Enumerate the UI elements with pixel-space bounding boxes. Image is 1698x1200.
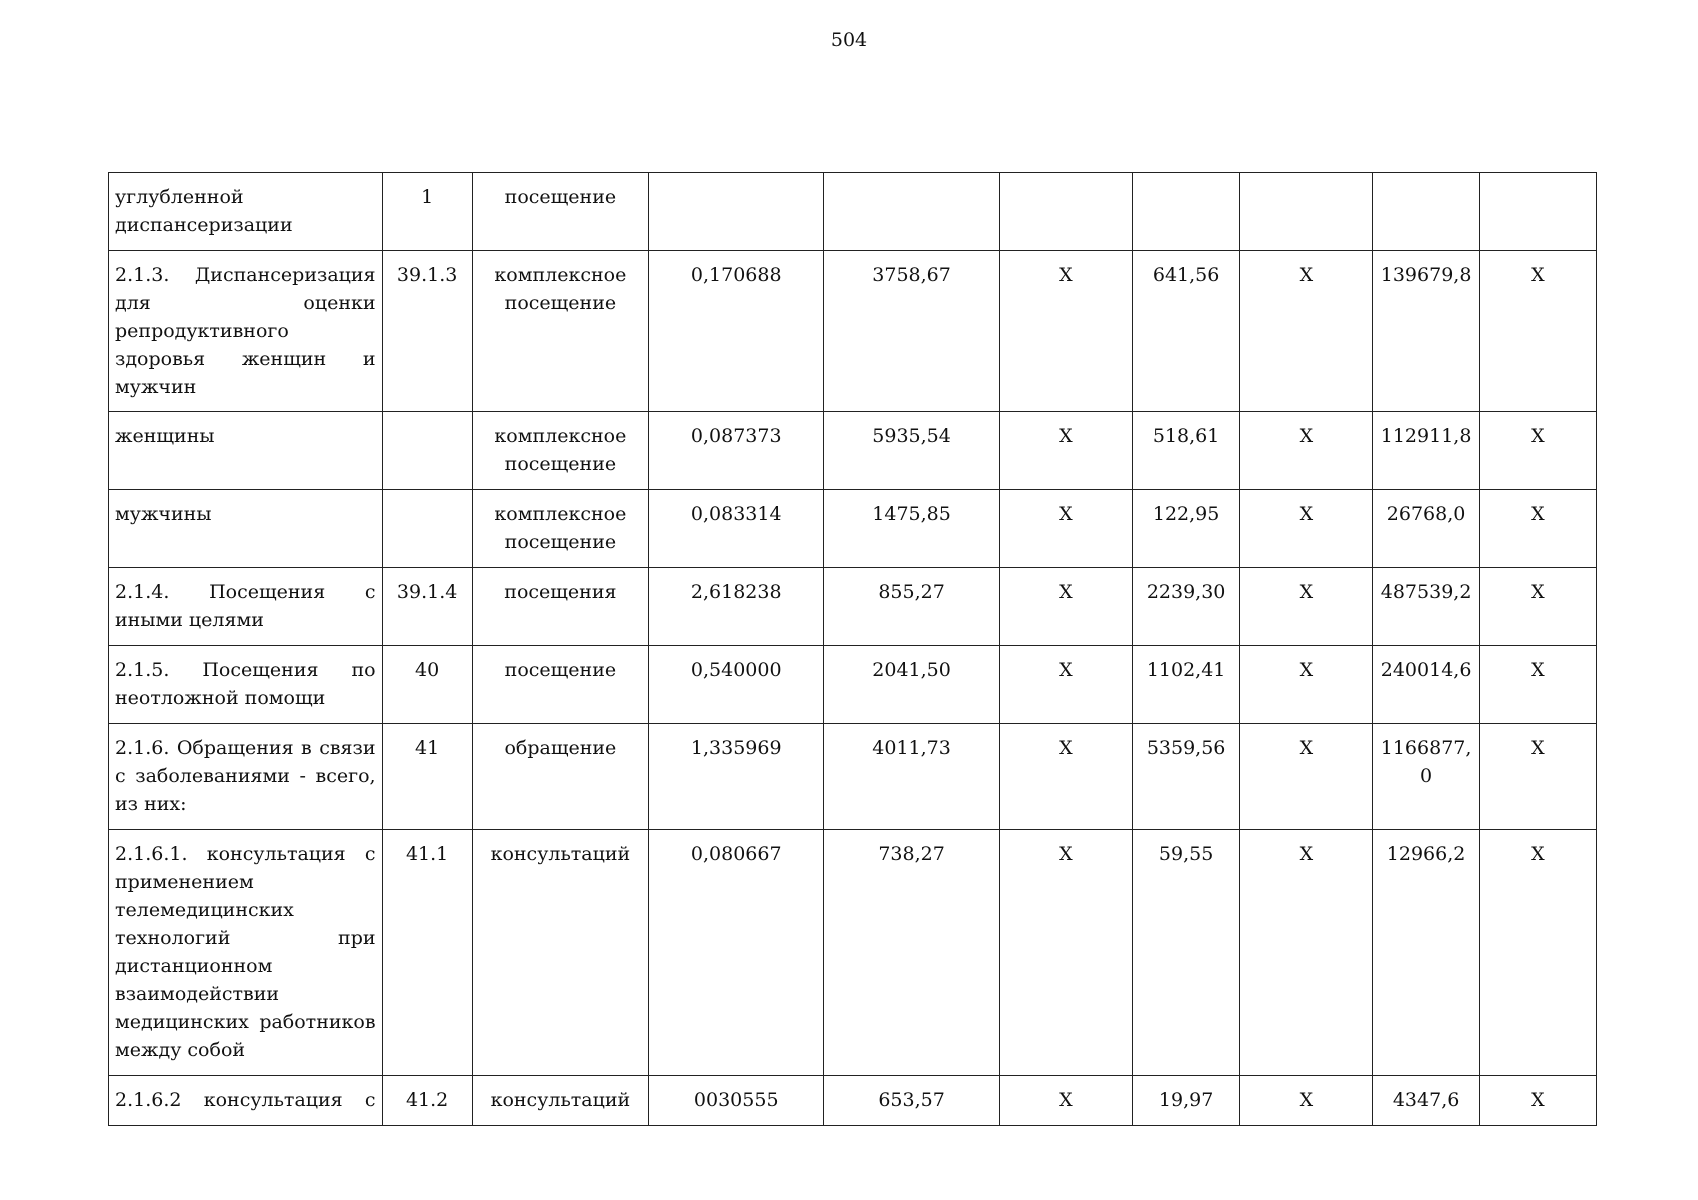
row-value-cell: 0,170688: [649, 251, 824, 412]
row-name-cell: [109, 1076, 383, 1126]
row-name-cell: 2.1.3. Диспансеризация для оценки репродуктивного здоровья женщин и мужчин: [109, 251, 383, 412]
row-value-cell: [1479, 173, 1596, 251]
row-value-cell: 1102,41: [1133, 646, 1240, 724]
row-value-cell: X: [999, 490, 1132, 568]
row-value-cell: X: [1240, 568, 1373, 646]
row-value-cell: 5935,54: [824, 412, 999, 490]
row-value-cell: [1373, 173, 1479, 251]
row-value-cell: X: [1240, 724, 1373, 830]
row-value-cell: X: [1479, 1076, 1596, 1126]
row-value-cell: 122,95: [1133, 490, 1240, 568]
row-value-cell: 0,080667: [649, 830, 824, 1076]
row-value-cell: 2,618238: [649, 568, 824, 646]
row-value-cell: X: [1240, 646, 1373, 724]
row-value-cell: X: [999, 724, 1132, 830]
row-value-cell: X: [1479, 568, 1596, 646]
row-value-cell: 1166877,0: [1373, 724, 1479, 830]
row-name-text: 2.1.6.2 консультация с: [115, 1089, 376, 1111]
table-row: [109, 173, 1597, 251]
row-value-cell: X: [1240, 251, 1373, 412]
table-row: [109, 724, 1597, 830]
row-code-cell: [382, 490, 472, 568]
row-name-cell: женщины: [109, 412, 383, 490]
row-value-cell: 112911,8: [1373, 412, 1479, 490]
row-value-cell: 59,55: [1133, 830, 1240, 1076]
row-value-cell: X: [1240, 830, 1373, 1076]
row-value-cell: 653,57: [824, 1076, 999, 1126]
row-value-cell: X: [999, 830, 1132, 1076]
row-value-cell: X: [1479, 830, 1596, 1076]
row-value-cell: X: [999, 568, 1132, 646]
row-code-cell: 1: [382, 173, 472, 251]
row-value-cell: 0030555: [649, 1076, 824, 1126]
row-value-cell: [649, 173, 824, 251]
row-value-cell: 1475,85: [824, 490, 999, 568]
row-value-cell: 738,27: [824, 830, 999, 1076]
row-value-cell: X: [1240, 1076, 1373, 1126]
row-value-cell: 3758,67: [824, 251, 999, 412]
table-row: [109, 646, 1597, 724]
row-code-cell: 41.1: [382, 830, 472, 1076]
row-name-cell: мужчины: [109, 490, 383, 568]
data-table: [108, 172, 1597, 1126]
row-unit-cell: посещения: [472, 568, 648, 646]
row-code-cell: 41: [382, 724, 472, 830]
row-value-cell: 12966,2: [1373, 830, 1479, 1076]
row-value-cell: 0,083314: [649, 490, 824, 568]
row-value-cell: 240014,6: [1373, 646, 1479, 724]
row-name-cell: 2.1.5. Посещения по неотложной помощи: [109, 646, 383, 724]
row-value-cell: [1240, 173, 1373, 251]
table-row: [109, 490, 1597, 568]
row-unit-cell: консультаций: [472, 830, 648, 1076]
row-name-cell: 2.1.4. Посещения с иными целями: [109, 568, 383, 646]
row-unit-cell: комплексное посещение: [472, 412, 648, 490]
row-value-cell: 4011,73: [824, 724, 999, 830]
row-unit-cell: комплексное посещение: [472, 251, 648, 412]
row-code-cell: [382, 412, 472, 490]
row-value-cell: 487539,2: [1373, 568, 1479, 646]
row-unit-cell: обращение: [472, 724, 648, 830]
row-unit-cell: посещение: [472, 173, 648, 251]
row-value-cell: [999, 173, 1132, 251]
page-number: 504: [830, 29, 868, 51]
row-value-cell: X: [1479, 490, 1596, 568]
row-value-cell: 1,335969: [649, 724, 824, 830]
row-value-cell: X: [999, 251, 1132, 412]
row-value-cell: 0,087373: [649, 412, 824, 490]
table-row: [109, 251, 1597, 412]
row-value-cell: 0,540000: [649, 646, 824, 724]
row-value-cell: [1133, 173, 1240, 251]
row-code-cell: 40: [382, 646, 472, 724]
row-value-cell: X: [999, 412, 1132, 490]
row-value-cell: X: [999, 646, 1132, 724]
row-value-cell: 19,97: [1133, 1076, 1240, 1126]
row-value-cell: 26768,0: [1373, 490, 1479, 568]
row-value-cell: 2239,30: [1133, 568, 1240, 646]
row-value-cell: X: [1240, 490, 1373, 568]
row-value-cell: X: [1479, 724, 1596, 830]
table-row: [109, 830, 1597, 1076]
row-value-cell: 5359,56: [1133, 724, 1240, 830]
row-value-cell: X: [1240, 412, 1373, 490]
row-value-cell: X: [1479, 646, 1596, 724]
table-row: [109, 568, 1597, 646]
row-unit-cell: посещение: [472, 646, 648, 724]
row-name-cell: 2.1.6. Обращения в связи с заболеваниями - всего, из них:: [109, 724, 383, 830]
row-name-cell: 2.1.6.1. консультация с применением телемедицинских технологий при дистанционном взаимодействии медицинских работников между собой: [109, 830, 383, 1076]
row-code-cell: 41.2: [382, 1076, 472, 1126]
row-value-cell: [824, 173, 999, 251]
row-name-cell: углубленной диспансеризации: [109, 173, 383, 251]
table-row: [109, 412, 1597, 490]
row-value-cell: 4347,6: [1373, 1076, 1479, 1126]
row-value-cell: X: [999, 1076, 1132, 1126]
row-value-cell: 2041,50: [824, 646, 999, 724]
row-value-cell: X: [1479, 412, 1596, 490]
row-unit-cell: комплексное посещение: [472, 490, 648, 568]
row-value-cell: 641,56: [1133, 251, 1240, 412]
row-value-cell: X: [1479, 251, 1596, 412]
row-code-cell: 39.1.4: [382, 568, 472, 646]
row-unit-cell: консультаций: [472, 1076, 648, 1126]
row-code-cell: 39.1.3: [382, 251, 472, 412]
row-value-cell: 139679,8: [1373, 251, 1479, 412]
table-row: [109, 1076, 1597, 1126]
row-value-cell: 518,61: [1133, 412, 1240, 490]
row-value-cell: 855,27: [824, 568, 999, 646]
